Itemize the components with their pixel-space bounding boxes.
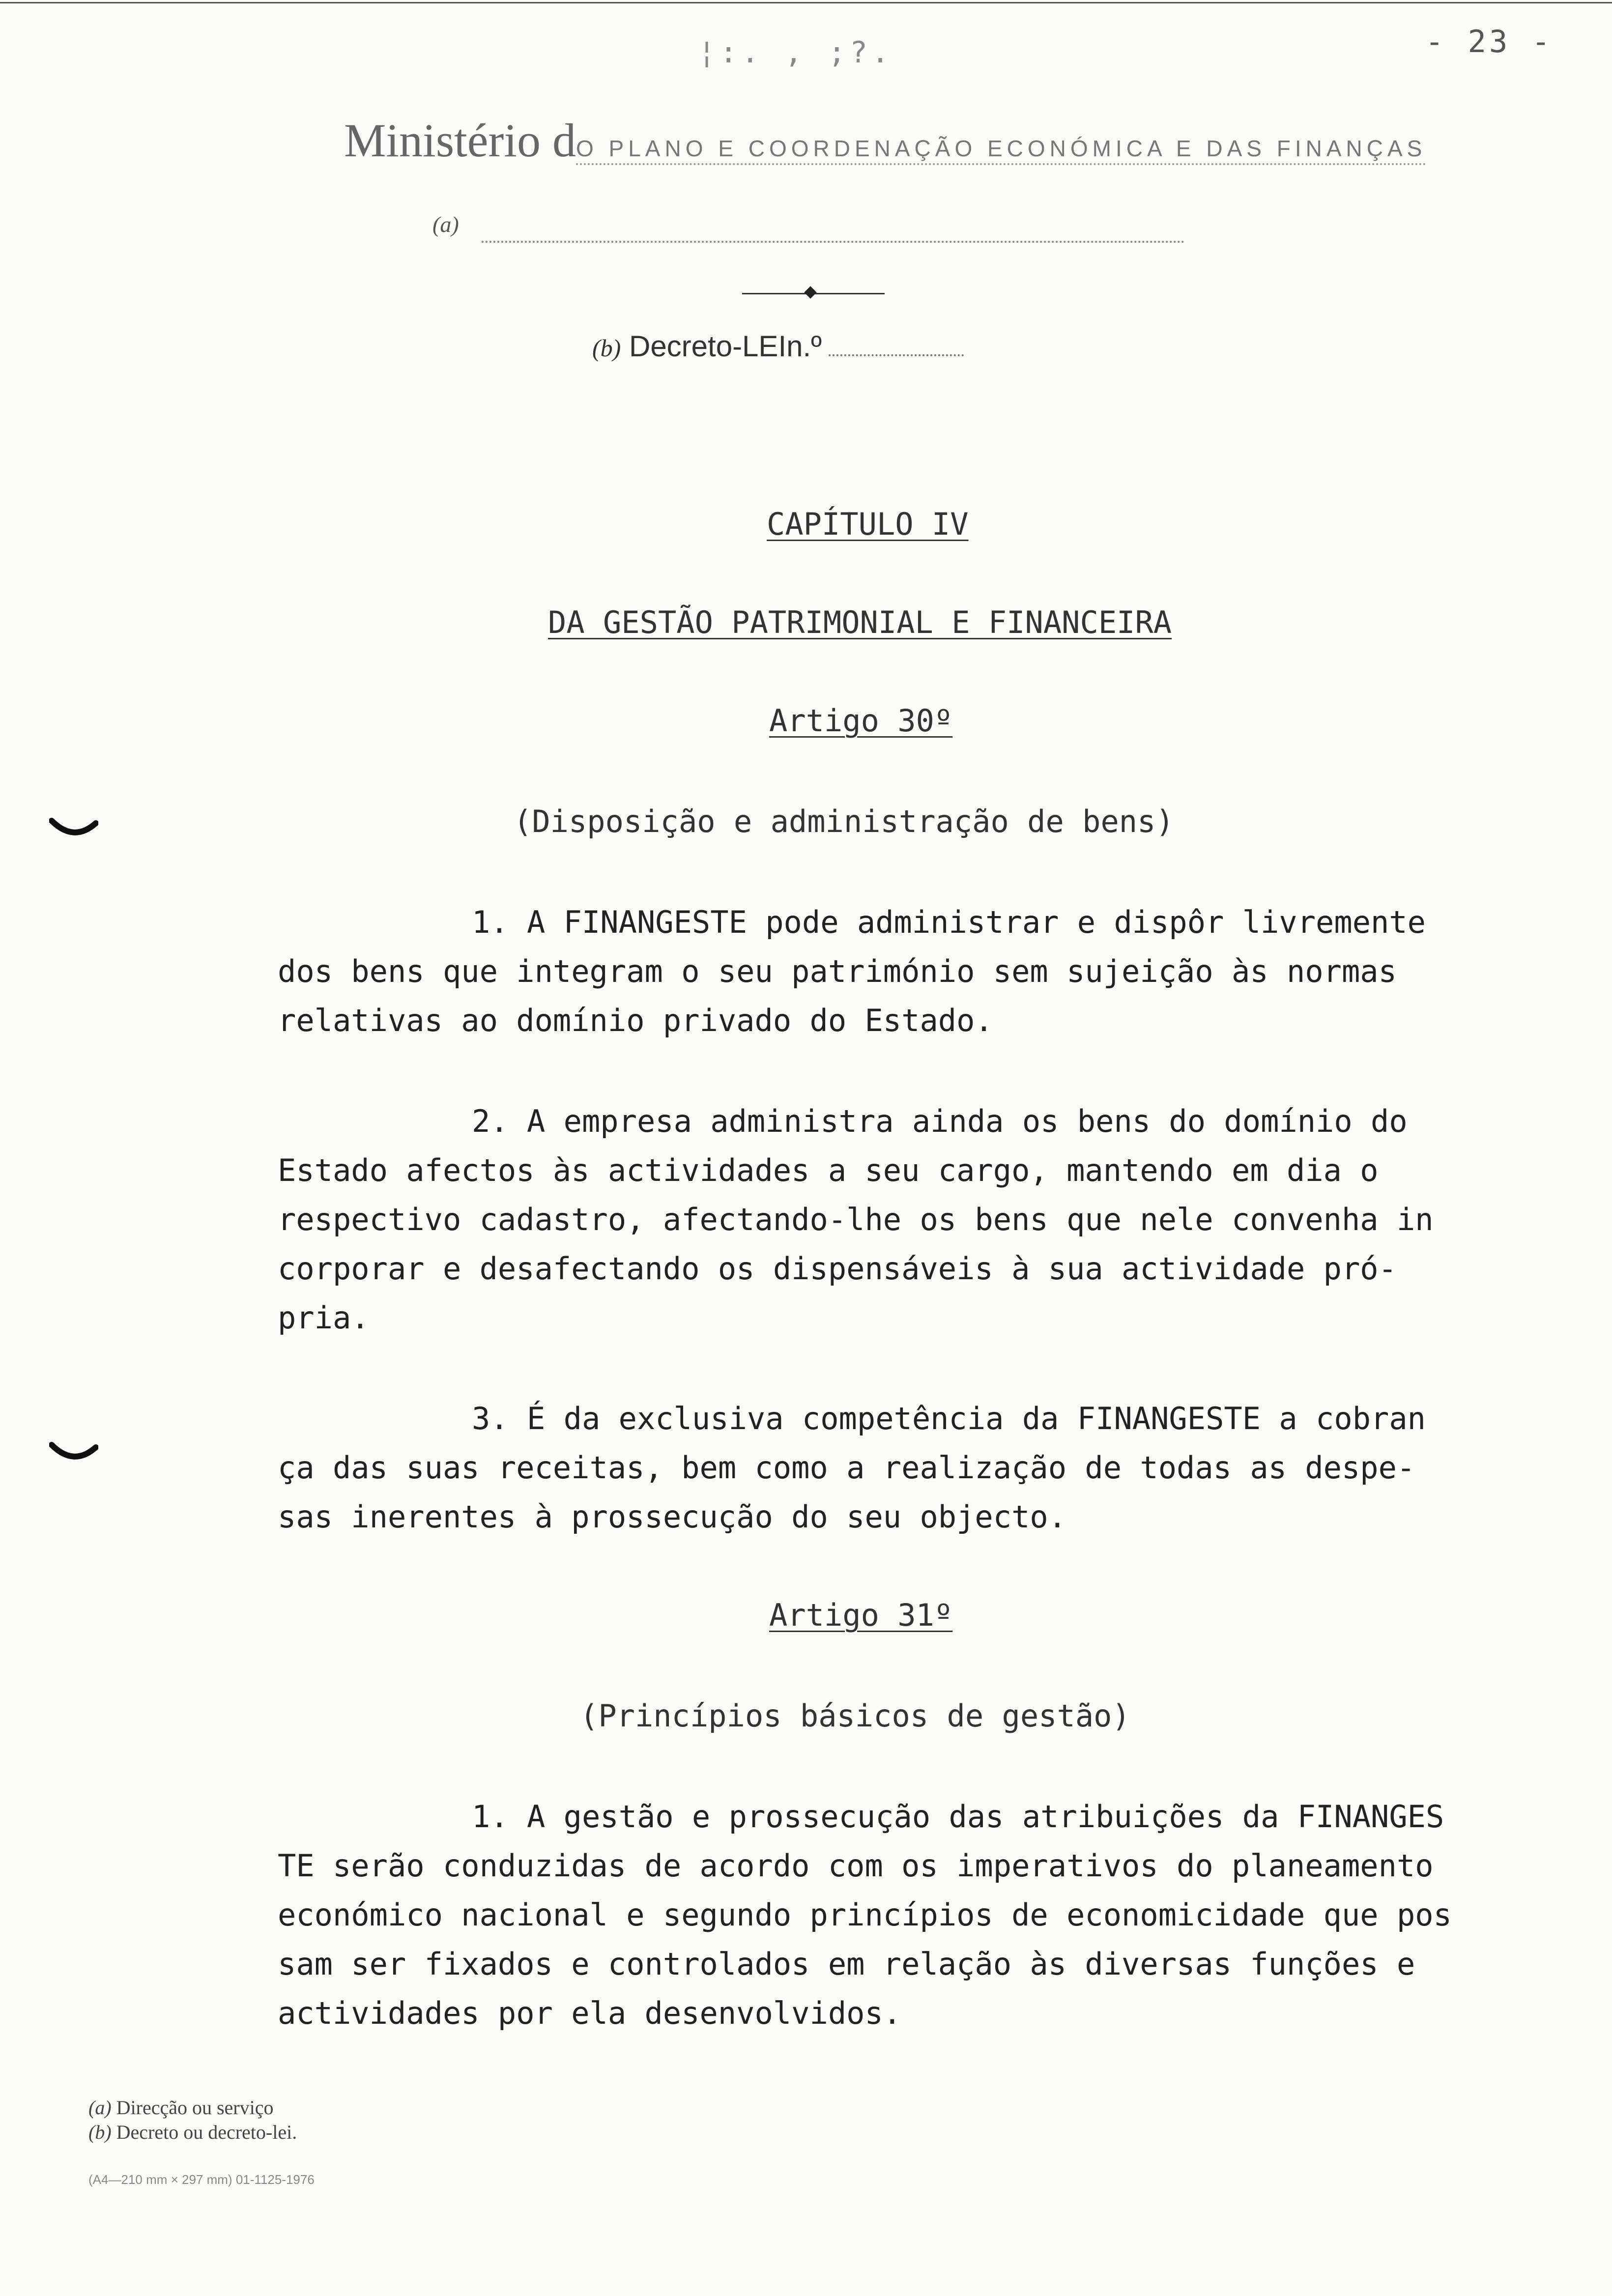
article-30-line: sas inerentes à prossecução do seu objecto. — [278, 1499, 1067, 1535]
article-31-line: actividades por ela desenvolvidos. — [278, 1995, 902, 2031]
article-30-line: ça das suas receitas, bem como a realização de todas as despe- — [278, 1450, 1415, 1486]
field-a-dotted-line — [482, 241, 1184, 243]
punch-mark-icon — [49, 1440, 98, 1469]
form-code: (A4—210 mm × 297 mm) 01-1125-1976 — [88, 2172, 315, 2187]
article-30-line: relativas ao domínio privado do Estado. — [278, 1003, 993, 1038]
footnote-a-label: (a) — [88, 2096, 112, 2119]
article-30-line: 3. É da exclusiva competência da FINANGESTE a cobran — [472, 1401, 1426, 1436]
article-30-line: 1. A FINANGESTE pode administrar e dispôr livremente — [472, 904, 1426, 940]
header-mark: ¦:. , ;?. — [698, 35, 893, 70]
top-rule — [0, 2, 1612, 3]
article-31-subtitle: (Princípios básicos de gestão) — [580, 1698, 1130, 1734]
field-a-label: (a) — [432, 212, 459, 237]
footnote-b — [88, 2121, 297, 2144]
ornament-diamond-icon — [804, 286, 816, 298]
article-30-line: Estado afectos às actividades a seu cargo, mantendo em dia o — [278, 1152, 1379, 1188]
decree-label-b: (b) — [592, 334, 621, 362]
decree-line — [592, 329, 964, 363]
punch-mark-icon — [49, 816, 98, 845]
chapter-title: CAPÍTULO IV — [767, 506, 969, 542]
article-31-title: Artigo 31º — [769, 1597, 953, 1633]
article-31-line: 1. A gestão e prossecução das atribuições da FINANGES — [472, 1799, 1444, 1835]
article-30-line: corporar e desafectando os dispensáveis à sua actividade pró- — [278, 1251, 1397, 1287]
page-number: - 23 - — [1425, 24, 1553, 59]
ministry-header — [344, 113, 1426, 168]
article-30-line: 2. A empresa administra ainda os bens do domínio do — [472, 1103, 1408, 1139]
article-30-line: pria. — [278, 1300, 370, 1336]
footnote-a-text: Direcção ou serviço — [116, 2096, 274, 2119]
ministry-name: O PLANO E COORDENAÇÃO ECONÓMICA E DAS FINANÇAS — [576, 136, 1426, 165]
article-30-line: respectivo cadastro, afectando-lhe os bens que nele convenha in — [278, 1202, 1434, 1237]
chapter-subtitle: DA GESTÃO PATRIMONIAL E FINANCEIRA — [548, 604, 1172, 640]
article-31-line: TE serão conduzidas de acordo com os imperativos do planeamento — [278, 1848, 1434, 1884]
footnote-b-text: Decreto ou decreto-lei. — [116, 2121, 297, 2143]
ministry-prefix: Ministério d — [344, 114, 576, 167]
article-30-line: dos bens que integram o seu património sem sujeição às normas — [278, 953, 1397, 989]
decree-dotted-line — [829, 354, 964, 356]
article-31-line: sam ser fixados e controlados em relação às diversas funções e — [278, 1946, 1415, 1982]
footnote-b-label: (b) — [88, 2121, 112, 2143]
decree-text: Decreto-LEIn.º — [629, 330, 822, 363]
article-30-title: Artigo 30º — [769, 703, 953, 739]
article-30-subtitle: (Disposição e administração de bens) — [514, 804, 1174, 839]
article-31-line: económico nacional e segundo princípios de economicidade que pos — [278, 1897, 1452, 1933]
footnote-a — [88, 2096, 273, 2119]
